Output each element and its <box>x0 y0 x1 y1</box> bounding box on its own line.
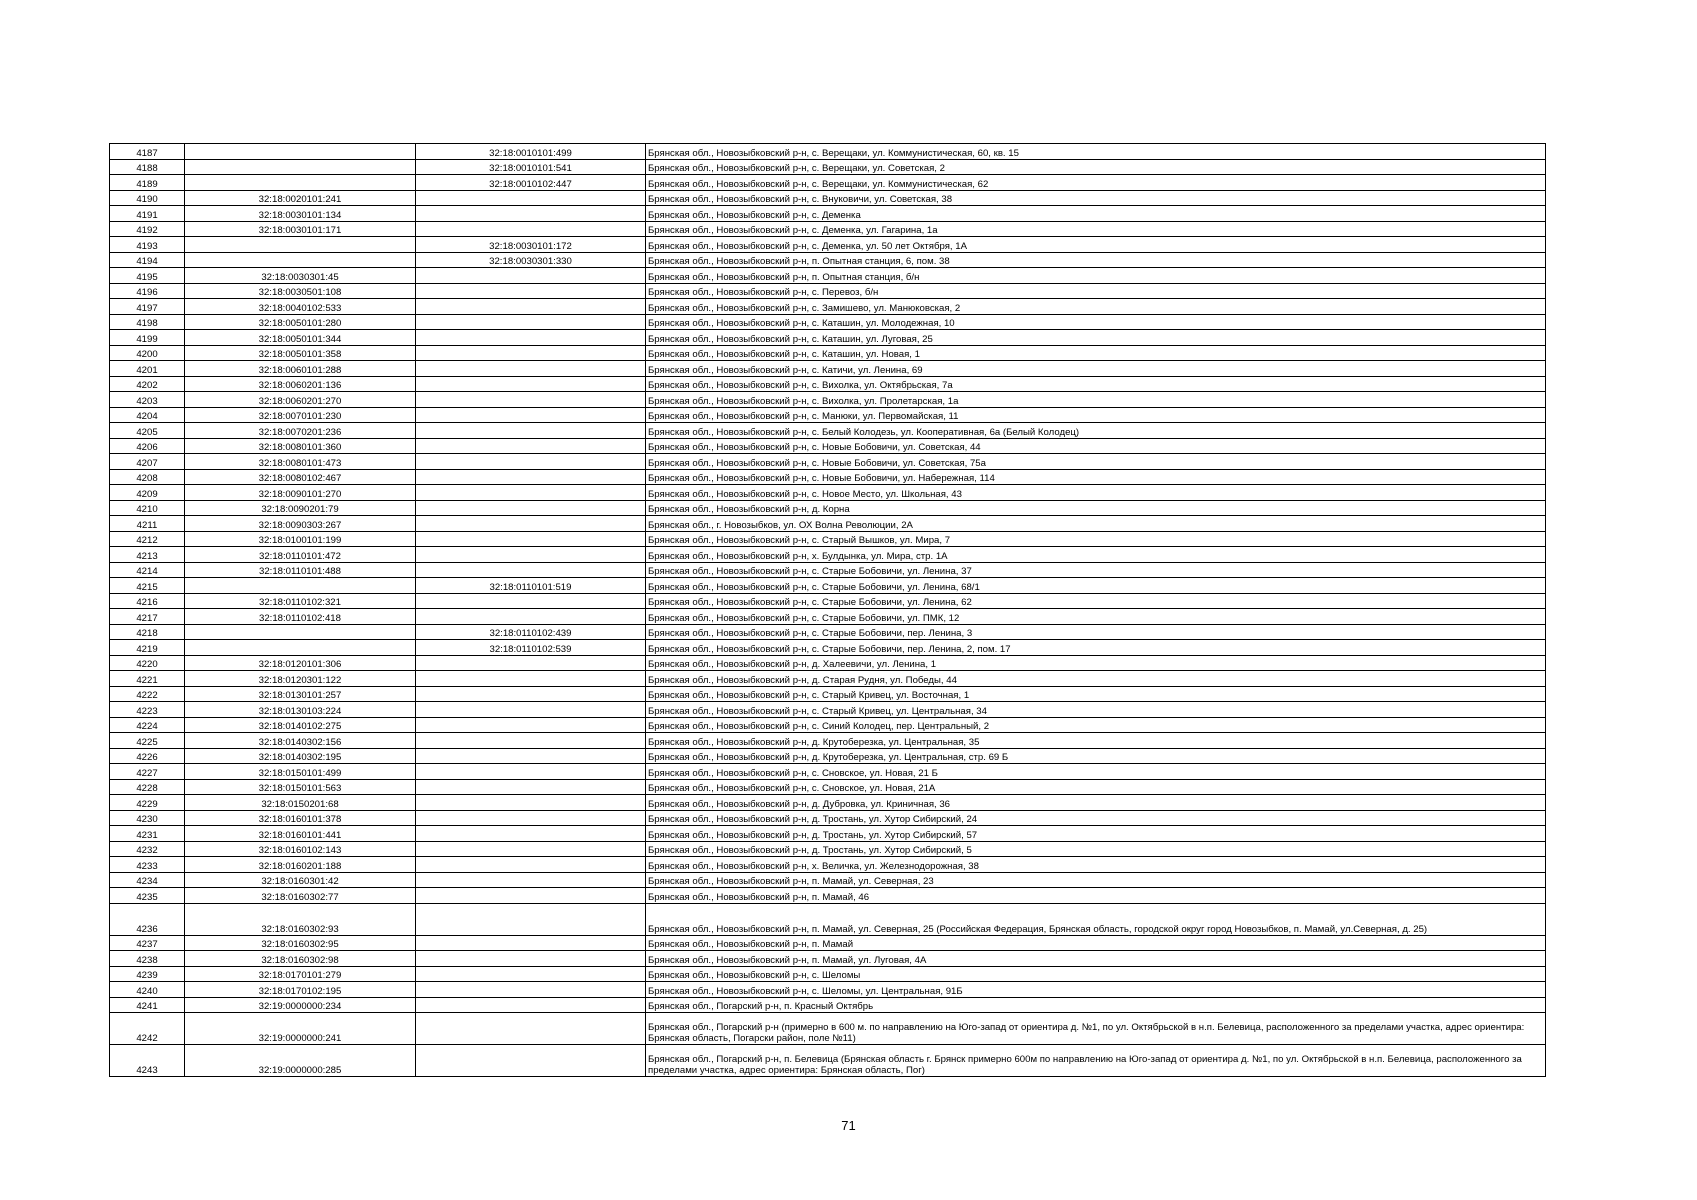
address-cell: Брянская обл., Новозыбковский р-н, п. Мамай, ул. Северная, 25 (Российская Федерация, Брянская область, городской округ город Новозыбков, п. Мамай, ул.Северная, д. 25) <box>646 903 1546 935</box>
cadastral-number-cell: 32:18:0140102:275 <box>185 717 416 733</box>
table-row <box>110 935 1546 951</box>
table-row <box>110 903 1546 935</box>
row-number-cell: 4191 <box>110 206 185 222</box>
table-row <box>110 609 1546 625</box>
cadastral-number-alt-cell <box>416 376 646 392</box>
cadastral-number-alt-cell <box>416 361 646 377</box>
table-row <box>110 795 1546 811</box>
table-row <box>110 206 1546 222</box>
address-cell: Брянская обл., Новозыбковский р-н, с. Старый Кривец, ул. Восточная, 1 <box>646 686 1546 702</box>
address-cell: Брянская обл., Новозыбковский р-н, п. Мамай, ул. Северная, 23 <box>646 872 1546 888</box>
row-number-cell: 4203 <box>110 392 185 408</box>
address-cell: Брянская обл., Новозыбковский р-н, д. Крутоберезка, ул. Центральная, стр. 69 Б <box>646 748 1546 764</box>
cadastral-number-alt-cell <box>416 516 646 532</box>
table-row <box>110 252 1546 268</box>
cadastral-number-alt-cell <box>416 593 646 609</box>
address-cell: Брянская обл., Новозыбковский р-н, с. Старые Бобовичи, ул. Ленина, 37 <box>646 562 1546 578</box>
cadastral-number-cell: 32:18:0060101:288 <box>185 361 416 377</box>
address-cell: Брянская обл., Погарский р-н, п. Белевица (Брянская область г. Брянск примерно 600м по направлению на Юго-запад от ориентира д. №1, по ул. Октябрьской в н.п. Белевица, расположенного за пределами участка, адрес ориентира: Брянская область, Пог) <box>646 1045 1546 1077</box>
cadastral-number-alt-cell <box>416 997 646 1013</box>
row-number-cell: 4201 <box>110 361 185 377</box>
table-row <box>110 500 1546 516</box>
table-row <box>110 671 1546 687</box>
cadastral-number-alt-cell <box>416 221 646 237</box>
table-row <box>110 1013 1546 1045</box>
cadastral-number-cell <box>185 159 416 175</box>
row-number-cell: 4194 <box>110 252 185 268</box>
cadastral-number-alt-cell <box>416 982 646 998</box>
cadastral-number-cell: 32:18:0060201:136 <box>185 376 416 392</box>
table-row <box>110 624 1546 640</box>
cadastral-number-cell: 32:18:0040102:533 <box>185 299 416 315</box>
cadastral-number-cell: 32:18:0130101:257 <box>185 686 416 702</box>
row-number-cell: 4217 <box>110 609 185 625</box>
address-cell: Брянская обл., Новозыбковский р-н, с. Сновское, ул. Новая, 21А <box>646 779 1546 795</box>
table-row <box>110 423 1546 439</box>
row-number-cell: 4197 <box>110 299 185 315</box>
cadastral-number-alt-cell <box>416 330 646 346</box>
cadastral-number-alt-cell <box>416 966 646 982</box>
address-cell: Брянская обл., Новозыбковский р-н, д. Дубровка, ул. Криничная, 36 <box>646 795 1546 811</box>
register-table <box>109 143 1546 1077</box>
table-row <box>110 330 1546 346</box>
cadastral-number-alt-cell <box>416 562 646 578</box>
cadastral-number-cell: 32:18:0080102:467 <box>185 469 416 485</box>
row-number-cell: 4238 <box>110 951 185 967</box>
row-number-cell: 4206 <box>110 438 185 454</box>
cadastral-number-alt-cell <box>416 935 646 951</box>
cadastral-number-alt-cell <box>416 841 646 857</box>
table-row <box>110 376 1546 392</box>
address-cell: Брянская обл., Новозыбковский р-н, д. Тростань, ул. Хутор Сибирский, 5 <box>646 841 1546 857</box>
table-row <box>110 779 1546 795</box>
address-cell: Брянская обл., Новозыбковский р-н, с. Манюки, ул. Первомайская, 11 <box>646 407 1546 423</box>
cadastral-number-alt-cell <box>416 190 646 206</box>
row-number-cell: 4222 <box>110 686 185 702</box>
table-row <box>110 345 1546 361</box>
cadastral-number-cell: 32:18:0160201:188 <box>185 857 416 873</box>
address-cell: Брянская обл., Новозыбковский р-н, с. Каташин, ул. Молодежная, 10 <box>646 314 1546 330</box>
table-row <box>110 221 1546 237</box>
cadastral-number-cell: 32:18:0110102:321 <box>185 593 416 609</box>
row-number-cell: 4221 <box>110 671 185 687</box>
cadastral-number-alt-cell <box>416 764 646 780</box>
cadastral-number-cell: 32:18:0080101:473 <box>185 454 416 470</box>
cadastral-number-alt-cell <box>416 903 646 935</box>
cadastral-number-alt-cell <box>416 345 646 361</box>
address-cell: Брянская обл., Новозыбковский р-н, с. Внуковичи, ул. Советская, 38 <box>646 190 1546 206</box>
row-number-cell: 4212 <box>110 531 185 547</box>
table-row <box>110 764 1546 780</box>
cadastral-number-alt-cell <box>416 671 646 687</box>
cadastral-number-cell <box>185 144 416 160</box>
table-row <box>110 857 1546 873</box>
cadastral-number-alt-cell <box>416 392 646 408</box>
cadastral-number-cell: 32:18:0130103:224 <box>185 702 416 718</box>
address-cell: Брянская обл., Новозыбковский р-н, с. Перевоз, б/н <box>646 283 1546 299</box>
cadastral-number-alt-cell <box>416 655 646 671</box>
cadastral-number-cell: 32:19:0000000:241 <box>185 1013 416 1045</box>
table-row <box>110 314 1546 330</box>
table-row <box>110 810 1546 826</box>
address-cell: Брянская обл., Новозыбковский р-н, с. Новые Бобовичи, ул. Набережная, 114 <box>646 469 1546 485</box>
cadastral-number-alt-cell <box>416 500 646 516</box>
cadastral-number-alt-cell: 32:18:0030301:330 <box>416 252 646 268</box>
cadastral-number-cell: 32:18:0050101:344 <box>185 330 416 346</box>
cadastral-number-cell <box>185 175 416 191</box>
cadastral-number-cell: 32:18:0170102:195 <box>185 982 416 998</box>
table-row <box>110 547 1546 563</box>
address-cell: Брянская обл., Новозыбковский р-н, с. Деменка <box>646 206 1546 222</box>
address-cell: Брянская обл., Новозыбковский р-н, д. Старая Рудня, ул. Победы, 44 <box>646 671 1546 687</box>
cadastral-number-alt-cell <box>416 469 646 485</box>
row-number-cell: 4188 <box>110 159 185 175</box>
address-cell: Брянская обл., Новозыбковский р-н, с. Катичи, ул. Ленина, 69 <box>646 361 1546 377</box>
address-cell: Брянская обл., Новозыбковский р-н, с. Новое Место, ул. Школьная, 43 <box>646 485 1546 501</box>
cadastral-number-alt-cell <box>416 1013 646 1045</box>
address-cell: Брянская обл., Новозыбковский р-н, с. Синий Колодец, пер. Центральный, 2 <box>646 717 1546 733</box>
cadastral-number-cell: 32:18:0110101:472 <box>185 547 416 563</box>
cadastral-number-cell: 32:18:0020101:241 <box>185 190 416 206</box>
cadastral-number-cell <box>185 237 416 253</box>
row-number-cell: 4242 <box>110 1013 185 1045</box>
cadastral-number-alt-cell <box>416 531 646 547</box>
table-row <box>110 485 1546 501</box>
cadastral-number-cell: 32:18:0160302:93 <box>185 903 416 935</box>
cadastral-number-alt-cell <box>416 717 646 733</box>
address-cell: Брянская обл., Новозыбковский р-н, с. Шеломы, ул. Центральная, 91Б <box>646 982 1546 998</box>
cadastral-number-alt-cell <box>416 268 646 284</box>
row-number-cell: 4205 <box>110 423 185 439</box>
cadastral-number-alt-cell <box>416 1045 646 1077</box>
register-table-body <box>110 144 1546 1077</box>
cadastral-number-alt-cell <box>416 795 646 811</box>
address-cell: Брянская обл., Новозыбковский р-н, с. Каташин, ул. Новая, 1 <box>646 345 1546 361</box>
address-cell: Брянская обл., Новозыбковский р-н, д. Тростань, ул. Хутор Сибирский, 57 <box>646 826 1546 842</box>
table-row <box>110 593 1546 609</box>
address-cell: Брянская обл., Новозыбковский р-н, с. Сновское, ул. Новая, 21 Б <box>646 764 1546 780</box>
cadastral-number-cell: 32:18:0120101:306 <box>185 655 416 671</box>
cadastral-number-alt-cell <box>416 609 646 625</box>
table-row <box>110 655 1546 671</box>
row-number-cell: 4240 <box>110 982 185 998</box>
address-cell: Брянская обл., Новозыбковский р-н, с. Каташин, ул. Луговая, 25 <box>646 330 1546 346</box>
table-row <box>110 268 1546 284</box>
address-cell: Брянская обл., Новозыбковский р-н, с. Верещаки, ул. Коммунистическая, 60, кв. 15 <box>646 144 1546 160</box>
row-number-cell: 4235 <box>110 888 185 904</box>
address-cell: Брянская обл., Новозыбковский р-н, с. Вихолка, ул. Пролетарская, 1а <box>646 392 1546 408</box>
table-row <box>110 702 1546 718</box>
cadastral-number-alt-cell <box>416 748 646 764</box>
table-row <box>110 454 1546 470</box>
row-number-cell: 4233 <box>110 857 185 873</box>
row-number-cell: 4207 <box>110 454 185 470</box>
cadastral-number-alt-cell: 32:18:0110101:519 <box>416 578 646 594</box>
table-row <box>110 841 1546 857</box>
cadastral-number-cell: 32:18:0110102:418 <box>185 609 416 625</box>
table-row <box>110 966 1546 982</box>
row-number-cell: 4236 <box>110 903 185 935</box>
address-cell: Брянская обл., Новозыбковский р-н, п. Мамай, 46 <box>646 888 1546 904</box>
row-number-cell: 4216 <box>110 593 185 609</box>
row-number-cell: 4209 <box>110 485 185 501</box>
address-cell: Брянская обл., Новозыбковский р-н, с. Шеломы <box>646 966 1546 982</box>
table-row <box>110 951 1546 967</box>
table-row <box>110 1045 1546 1077</box>
cadastral-number-cell: 32:18:0160301:42 <box>185 872 416 888</box>
cadastral-number-cell: 32:18:0160302:77 <box>185 888 416 904</box>
cadastral-number-alt-cell <box>416 733 646 749</box>
cadastral-number-alt-cell <box>416 299 646 315</box>
address-cell: Брянская обл., Новозыбковский р-н, с. Новые Бобовичи, ул. Советская, 44 <box>646 438 1546 454</box>
table-row <box>110 826 1546 842</box>
cadastral-number-cell: 32:18:0170101:279 <box>185 966 416 982</box>
cadastral-number-cell: 32:18:0030301:45 <box>185 268 416 284</box>
row-number-cell: 4230 <box>110 810 185 826</box>
cadastral-number-cell: 32:18:0070201:236 <box>185 423 416 439</box>
table-row <box>110 190 1546 206</box>
cadastral-number-cell: 32:18:0030101:171 <box>185 221 416 237</box>
address-cell: Брянская обл., Новозыбковский р-н, х. Булдынка, ул. Мира, стр. 1А <box>646 547 1546 563</box>
row-number-cell: 4228 <box>110 779 185 795</box>
address-cell: Брянская обл., Новозыбковский р-н, д. Тростань, ул. Хутор Сибирский, 24 <box>646 810 1546 826</box>
row-number-cell: 4211 <box>110 516 185 532</box>
cadastral-number-alt-cell <box>416 872 646 888</box>
cadastral-number-alt-cell: 32:18:0030101:172 <box>416 237 646 253</box>
table-row <box>110 299 1546 315</box>
row-number-cell: 4219 <box>110 640 185 656</box>
address-cell: Брянская обл., Новозыбковский р-н, с. Деменка, ул. 50 лет Октября, 1А <box>646 237 1546 253</box>
cadastral-number-cell: 32:18:0030101:134 <box>185 206 416 222</box>
cadastral-number-cell: 32:18:0050101:280 <box>185 314 416 330</box>
cadastral-number-alt-cell: 32:18:0010101:541 <box>416 159 646 175</box>
row-number-cell: 4195 <box>110 268 185 284</box>
cadastral-number-cell: 32:18:0160101:378 <box>185 810 416 826</box>
row-number-cell: 4234 <box>110 872 185 888</box>
cadastral-number-cell: 32:18:0160102:143 <box>185 841 416 857</box>
table-row <box>110 159 1546 175</box>
row-number-cell: 4229 <box>110 795 185 811</box>
cadastral-number-cell: 32:18:0160302:95 <box>185 935 416 951</box>
row-number-cell: 4210 <box>110 500 185 516</box>
table-row <box>110 733 1546 749</box>
row-number-cell: 4241 <box>110 997 185 1013</box>
cadastral-number-alt-cell <box>416 438 646 454</box>
row-number-cell: 4223 <box>110 702 185 718</box>
cadastral-number-cell: 32:19:0000000:234 <box>185 997 416 1013</box>
row-number-cell: 4196 <box>110 283 185 299</box>
cadastral-number-alt-cell <box>416 702 646 718</box>
cadastral-number-cell: 32:19:0000000:285 <box>185 1045 416 1077</box>
row-number-cell: 4213 <box>110 547 185 563</box>
address-cell: Брянская обл., Новозыбковский р-н, с. Белый Колодезь, ул. Кооперативная, 6а (Белый Колодец) <box>646 423 1546 439</box>
row-number-cell: 4227 <box>110 764 185 780</box>
table-row <box>110 640 1546 656</box>
address-cell: Брянская обл., Новозыбковский р-н, с. Верещаки, ул. Советская, 2 <box>646 159 1546 175</box>
row-number-cell: 4220 <box>110 655 185 671</box>
cadastral-number-alt-cell <box>416 951 646 967</box>
cadastral-number-cell: 32:18:0110101:488 <box>185 562 416 578</box>
cadastral-number-cell: 32:18:0080101:360 <box>185 438 416 454</box>
cadastral-number-cell: 32:18:0090303:267 <box>185 516 416 532</box>
table-row <box>110 888 1546 904</box>
cadastral-number-cell: 32:18:0160302:98 <box>185 951 416 967</box>
table-row <box>110 392 1546 408</box>
table-row <box>110 562 1546 578</box>
cadastral-number-alt-cell: 32:18:0010101:499 <box>416 144 646 160</box>
address-cell: Брянская обл., Новозыбковский р-н, с. Старый Вышков, ул. Мира, 7 <box>646 531 1546 547</box>
address-cell: Брянская обл., Новозыбковский р-н, с. Старые Бобовичи, ул. Ленина, 68/1 <box>646 578 1546 594</box>
row-number-cell: 4187 <box>110 144 185 160</box>
address-cell: Брянская обл., Новозыбковский р-н, п. Мамай <box>646 935 1546 951</box>
cadastral-number-cell <box>185 578 416 594</box>
cadastral-number-alt-cell <box>416 857 646 873</box>
row-number-cell: 4231 <box>110 826 185 842</box>
row-number-cell: 4226 <box>110 748 185 764</box>
table-row <box>110 717 1546 733</box>
row-number-cell: 4214 <box>110 562 185 578</box>
cadastral-number-cell: 32:18:0120301:122 <box>185 671 416 687</box>
cadastral-number-alt-cell <box>416 485 646 501</box>
address-cell: Брянская обл., г. Новозыбков, ул. ОХ Волна Революции, 2А <box>646 516 1546 532</box>
row-number-cell: 4208 <box>110 469 185 485</box>
row-number-cell: 4198 <box>110 314 185 330</box>
cadastral-number-alt-cell <box>416 888 646 904</box>
cadastral-number-alt-cell <box>416 407 646 423</box>
table-row <box>110 578 1546 594</box>
address-cell: Брянская обл., Новозыбковский р-н, с. Старые Бобовичи, ул. Ленина, 62 <box>646 593 1546 609</box>
cadastral-number-alt-cell <box>416 686 646 702</box>
cadastral-number-alt-cell <box>416 547 646 563</box>
table-row <box>110 469 1546 485</box>
row-number-cell: 4243 <box>110 1045 185 1077</box>
address-cell: Брянская обл., Новозыбковский р-н, д. Крутоберезка, ул. Центральная, 35 <box>646 733 1546 749</box>
cadastral-number-alt-cell <box>416 314 646 330</box>
address-cell: Брянская обл., Новозыбковский р-н, д. Халеевичи, ул. Ленина, 1 <box>646 655 1546 671</box>
address-cell: Брянская обл., Новозыбковский р-н, с. Верещаки, ул. Коммунистическая, 62 <box>646 175 1546 191</box>
cadastral-number-cell <box>185 252 416 268</box>
cadastral-number-cell: 32:18:0100101:199 <box>185 531 416 547</box>
cadastral-number-alt-cell <box>416 779 646 795</box>
cadastral-number-cell: 32:18:0140302:195 <box>185 748 416 764</box>
address-cell: Брянская обл., Новозыбковский р-н, п. Опытная станция, б/н <box>646 268 1546 284</box>
table-row <box>110 144 1546 160</box>
cadastral-number-cell: 32:18:0150101:563 <box>185 779 416 795</box>
cadastral-number-alt-cell <box>416 810 646 826</box>
row-number-cell: 4200 <box>110 345 185 361</box>
address-cell: Брянская обл., Новозыбковский р-н, с. Замишево, ул. Манюковская, 2 <box>646 299 1546 315</box>
cadastral-number-alt-cell: 32:18:0010102:447 <box>416 175 646 191</box>
table-row <box>110 237 1546 253</box>
table-row <box>110 361 1546 377</box>
row-number-cell: 4199 <box>110 330 185 346</box>
table-row <box>110 438 1546 454</box>
table-row <box>110 748 1546 764</box>
cadastral-number-alt-cell <box>416 454 646 470</box>
row-number-cell: 4237 <box>110 935 185 951</box>
row-number-cell: 4224 <box>110 717 185 733</box>
row-number-cell: 4193 <box>110 237 185 253</box>
page-number: 71 <box>841 1118 856 1133</box>
cadastral-number-alt-cell <box>416 283 646 299</box>
cadastral-number-cell: 32:18:0150201:68 <box>185 795 416 811</box>
address-cell: Брянская обл., Новозыбковский р-н, с. Старые Бобовичи, пер. Ленина, 2, пом. 17 <box>646 640 1546 656</box>
cadastral-number-alt-cell: 32:18:0110102:539 <box>416 640 646 656</box>
row-number-cell: 4204 <box>110 407 185 423</box>
row-number-cell: 4202 <box>110 376 185 392</box>
cadastral-number-cell: 32:18:0140302:156 <box>185 733 416 749</box>
address-cell: Брянская обл., Новозыбковский р-н, с. Вихолка, ул. Октябрьская, 7а <box>646 376 1546 392</box>
row-number-cell: 4192 <box>110 221 185 237</box>
table-row <box>110 407 1546 423</box>
table-row <box>110 982 1546 998</box>
row-number-cell: 4239 <box>110 966 185 982</box>
table-row <box>110 686 1546 702</box>
cadastral-number-alt-cell <box>416 423 646 439</box>
table-row <box>110 531 1546 547</box>
cadastral-number-cell <box>185 624 416 640</box>
cadastral-number-cell: 32:18:0060201:270 <box>185 392 416 408</box>
cadastral-number-cell: 32:18:0070101:230 <box>185 407 416 423</box>
cadastral-number-cell: 32:18:0030501:108 <box>185 283 416 299</box>
address-cell: Брянская обл., Новозыбковский р-н, п. Опытная станция, 6, пом. 38 <box>646 252 1546 268</box>
table-row <box>110 516 1546 532</box>
address-cell: Брянская обл., Новозыбковский р-н, с. Деменка, ул. Гагарина, 1а <box>646 221 1546 237</box>
cadastral-number-alt-cell <box>416 826 646 842</box>
row-number-cell: 4190 <box>110 190 185 206</box>
cadastral-number-cell: 32:18:0160101:441 <box>185 826 416 842</box>
address-cell: Брянская обл., Погарский р-н, п. Красный Октябрь <box>646 997 1546 1013</box>
table-row <box>110 283 1546 299</box>
address-cell: Брянская обл., Новозыбковский р-н, с. Старые Бобовичи, ул. ПМК, 12 <box>646 609 1546 625</box>
address-cell: Брянская обл., Новозыбковский р-н, д. Корна <box>646 500 1546 516</box>
row-number-cell: 4189 <box>110 175 185 191</box>
row-number-cell: 4232 <box>110 841 185 857</box>
cadastral-number-cell: 32:18:0050101:358 <box>185 345 416 361</box>
address-cell: Брянская обл., Новозыбковский р-н, х. Величка, ул. Железнодорожная, 38 <box>646 857 1546 873</box>
cadastral-number-alt-cell <box>416 206 646 222</box>
cadastral-number-cell: 32:18:0090101:270 <box>185 485 416 501</box>
address-cell: Брянская обл., Погарский р-н (примерно в 600 м. по направлению на Юго-запад от ориентира д. №1, по ул. Октябрьской в н.п. Белевица, расположенного за пределами участка, адрес ориентира: Брянская область, Погарски район, поле №11) <box>646 1013 1546 1045</box>
address-cell: Брянская обл., Новозыбковский р-н, с. Новые Бобовичи, ул. Советская, 75а <box>646 454 1546 470</box>
address-cell: Брянская обл., Новозыбковский р-н, с. Старые Бобовичи, пер. Ленина, 3 <box>646 624 1546 640</box>
table-row <box>110 997 1546 1013</box>
table-row <box>110 872 1546 888</box>
cadastral-number-cell: 32:18:0090201:79 <box>185 500 416 516</box>
cadastral-number-cell: 32:18:0150101:499 <box>185 764 416 780</box>
address-cell: Брянская обл., Новозыбковский р-н, с. Старый Кривец, ул. Центральная, 34 <box>646 702 1546 718</box>
row-number-cell: 4218 <box>110 624 185 640</box>
row-number-cell: 4215 <box>110 578 185 594</box>
address-cell: Брянская обл., Новозыбковский р-н, п. Мамай, ул. Луговая, 4А <box>646 951 1546 967</box>
cadastral-number-alt-cell: 32:18:0110102:439 <box>416 624 646 640</box>
row-number-cell: 4225 <box>110 733 185 749</box>
table-row <box>110 175 1546 191</box>
cadastral-number-cell <box>185 640 416 656</box>
